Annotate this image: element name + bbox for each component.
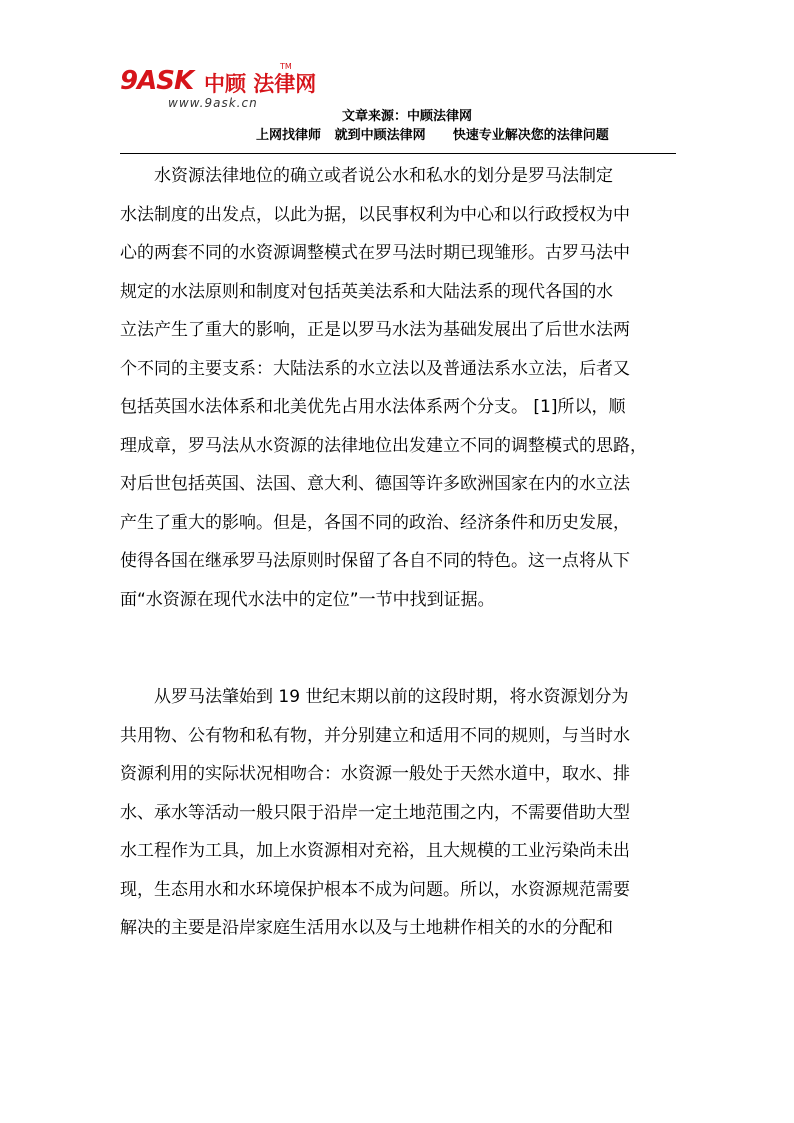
text-line: 产生了重大的影响。但是，各国不同的政治、经济条件和历史发展， [120,512,630,533]
text-line: 理成章，罗马法从水资源的法律地位出发建立不同的调整模式的思路， [120,435,647,456]
header-divider [120,153,676,154]
text-line: 从罗马法肇始到 19 世纪末期以前的这段时期，将水资源划分为 [120,687,629,707]
article-source: 文章来源：中顾法律网 [342,109,473,124]
paragraph-2 [120,678,676,948]
text-line: 面“水资源在现代水法中的定位”一节中找到证据。 [120,589,495,610]
text-line: 水、承水等活动一般只限于沿岸一定土地范围之内，不需要借助大型 [120,802,630,823]
paragraph-1 [120,157,676,619]
text-line: 解决的主要是沿岸家庭生活用水以及与土地耕作相关的水的分配和 [120,918,613,938]
text-line: 心的两套不同的水资源调整模式在罗马法时期已现雏形。古罗马法中 [120,243,630,263]
text-line: 资源利用的实际状况相吻合：水资源一般处于天然水道中，取水、排 [120,764,630,784]
text-line: 使得各国在继承罗马法原则时保留了各自不同的特色。这一点将从下 [120,551,630,571]
text-line: 水工程作为工具，加上水资源相对充裕，且大规模的工业污染尚未出 [120,841,630,861]
text-line: 规定的水法原则和制度对包括英美法系和大陆法系的现代各国的水 [120,281,613,302]
header-slogan: 上网找律师 就到中顾法律网 快速专业解决您的法律问题 [256,128,609,143]
text-line: 立法产生了重大的影响，正是以罗马水法为基础发展出了后世水法两 [120,320,630,340]
text-line: 水资源法律地位的确立或者说公水和私水的划分是罗马法制定 [120,166,613,186]
text-line: 水法制度的出发点，以此为据，以民事权利为中心和以行政授权为中 [120,204,630,225]
text-line: 对后世包括英国、法国、意大利、德国等许多欧洲国家在内的水立法 [120,474,630,494]
text-line: 现，生态用水和水环境保护根本不成为问题。所以，水资源规范需要 [120,879,630,900]
logo-name: 中顾 法律网 [204,72,317,96]
logo-url: www.9ask.cn [168,96,258,110]
text-line: 个不同的主要支系：大陆法系的水立法以及普通法系水立法，后者又 [120,358,630,379]
site-logo[interactable] [120,62,340,112]
text-line: 包括英国水法体系和北美优先占用水法体系两个分支。 [1]所以，顺 [120,397,626,417]
text-line: 共用物、公有物和私有物，并分别建立和适用不同的规则，与当时水 [120,725,630,746]
logo-brand: 9ASK [120,66,194,96]
logo-trademark: TM [280,62,292,71]
